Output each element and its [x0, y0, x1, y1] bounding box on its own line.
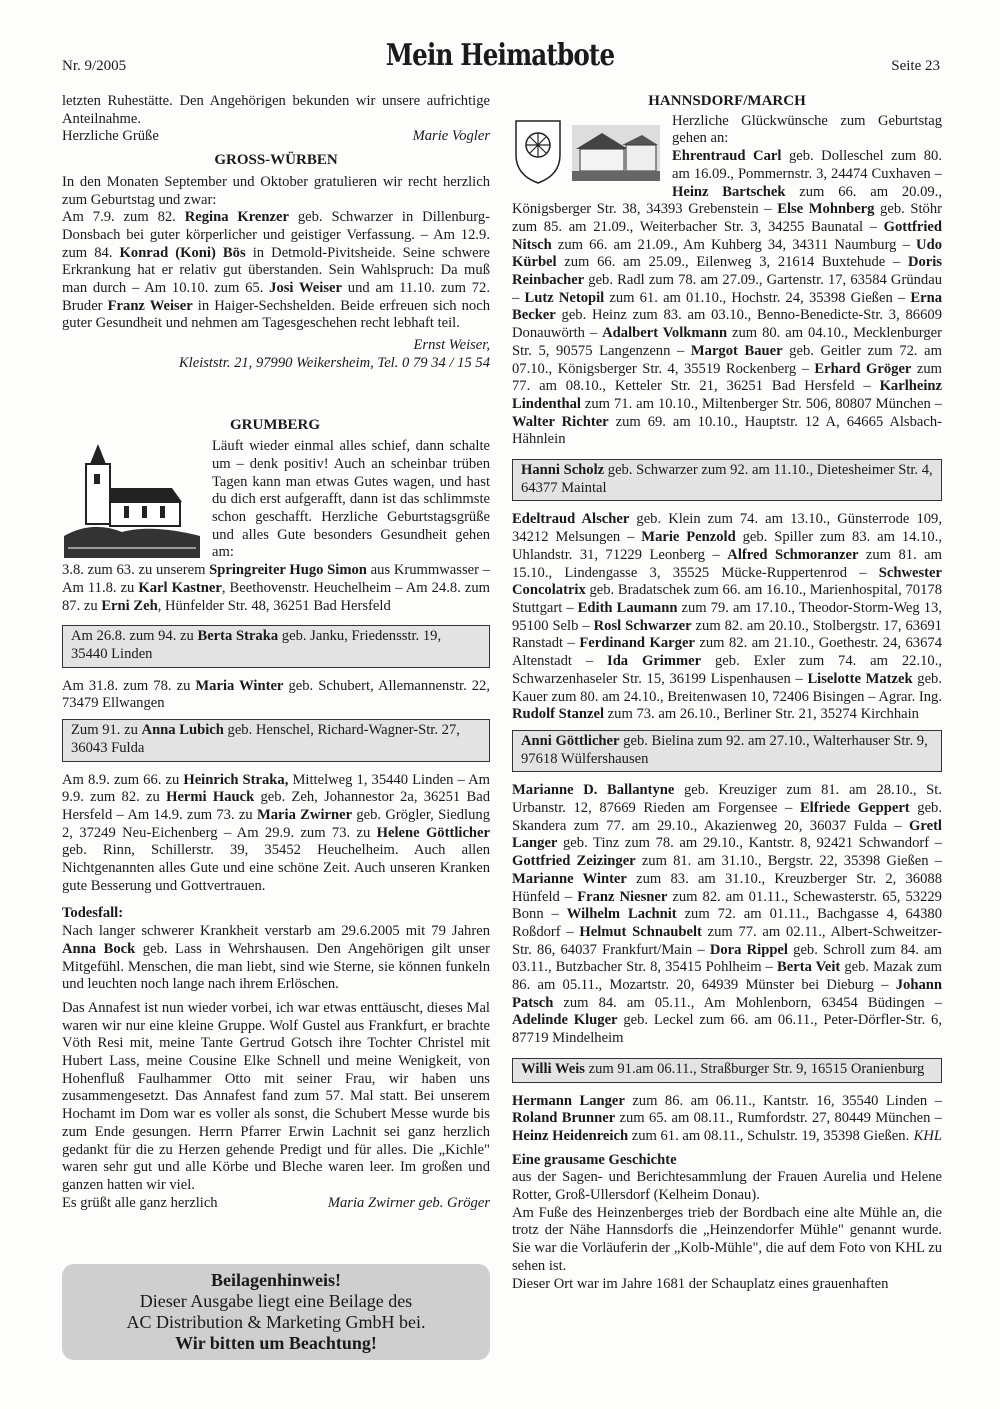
- intro-text: letzten Ruhestätte. Den Angehörigen bekunden wir unsere aufrichtige Anteilnahme.: [62, 93, 490, 127]
- story-title: Eine grausame Geschichte: [512, 1151, 677, 1168]
- hannsdorf-list-3: Marianne D. Ballantyne geb. Kreuziger zum 81. am 28.10., St. Urbanstr. 12, 87669 Rieden am Forgensee – Elfriede Geppert geb. Skandera zum 77. am 29.10., Akazienweg 20, 36037 Fulda – Gretl Langer geb. Tinz zum 78. am 29.10., Kantstr. 8, 92421 Schwandorf – Gottfried Zeizinger zum 81. am 31.10., Bergstr. 22, 35398 Gießen – Marianne Winter zum 83. am 31.10., Kreuzberger Str. 2, 36088 Hünfeld – Franz Niesner zum 82. am 01.11., Schewasterstr. 65, 53229 Bonn – Wilhelm Lachnit zum 72. am 01.11., Bachgasse 4, 64380 Roßdorf – Helmut Schnaubelt zum 77. am 02.11., Albert-Schweitzer-Str. 86, 64037 Frankfurt/Main – Dora Rippel geb. Schroll zum 84. am 03.11., Butzbacher Str. 8, 35415 Pohlheim – Berta Veit geb. Mazak zum 86. am 05.11., Mozartstr. 20, 64939 Münster bei Dieburg – Johann Patsch zum 84. am 05.11., Am Mohlenborn, 63454 Büdingen – Adelinde Kluger geb. Leckel zum 66. am 06.11., Peter-Dörfler-Str. 6, 87719 Mindelheim: [512, 782, 943, 1047]
- hannsdorf-list-2: Edeltraud Alscher geb. Klein zum 74. am 13.10., Günsterrode 109, 34212 Melsungen – Marie Penzold geb. Spiller zum 83. am 14.10., Uhlandstr. 31, 71229 Leonberg – Alfred Schmoranzer zum 81. am 15.10., Lindengasse 3, 35525 Mücke-Ruppertenrod – Schwester Concolatrix geb. Bradatschek zum 66. am 16.10., Marienhospital, 70178 Stuttgart – Edith Laumann zum 79. am 17.10., Theodor-Storm-Weg 13, 95100 Selb – Rosl Schwarzer zum 82. am 20.10., Stolbergstr. 17, 63691 Ranstadt – Ferdinand Karger zum 82. am 21.10., Goethestr. 24, 63674 Altenstadt – Ida Grimmer geb. Exler zum 74. am 22.10., Schwarzenhaseler Str. 15, 36199 Lispenhausen – Liselotte Matzek geb. Kauer zum 80. am 24.10., Breitenwasen 10, 72406 Bisingen – Agrar. Ing. Rudolf Stanzel zum 73. am 26.10., Berliner Str. 21, 35274 Kirchhain: [512, 511, 942, 723]
- highlight-box-anna-lubich: Zum 91. zu Anna Lubich geb. Henschel, Richard-Wagner-Str. 27, 36043 Fulda: [62, 719, 490, 761]
- hannsdorf-list-4: Hermann Langer zum 86. am 06.11., Kantstr. 16, 35540 Linden – Roland Brunner zum 65. am 08.11., Rumfordstr. 27, 80449 München – Heinz Heidenreich zum 61. am 08.11., Schulstr. 19, 35398 Gießen. KHL: [512, 1092, 942, 1144]
- story-continuation: Dieser Ort war im Jahre 1681 der Schauplatz eines grauenhaften: [512, 1275, 889, 1292]
- gw-birthdays: Am 7.9. zum 82. Regina Krenzer geb. Schwarzer in Dillenburg-Donsbach bei guter körperlicher und geistiger Verfassung. – Am 12.9. zum 84. Konrad (Koni) Bös in Detmold-Pivitsheide. Seine schwere Erkrankung hat er relativ gut überstanden. Sein Wahlspruch: Da muß man durch – Am 10.10. zum 65. Josi Weiser und am 11.10. zum 72. Bruder Franz Weiser in Haiger-Sechshelden. Beide erfreuen sich noch guter Gesundheit und nehmen am Tagesgeschehen recht lebhaft teil.: [62, 209, 490, 332]
- hannsdorf-intro: Herzliche Glückwünsche zum Geburtstag gehen an:: [672, 112, 942, 147]
- intro-sign-row: [62, 128, 490, 146]
- annafest-report: Das Annafest ist nun wieder vorbei, ich war etwas enttäuscht, dieses Mal waren wir nur eine kleine Gruppe. Wolf Gustel aus Frankfurt, er brachte Vöth Resi mit, meine Tante Gertrud Gotsch ihre Tochter Christel mit Hubert Lass, meine Cousine Elke Schnell und meine Wenigkeit, von Hohenfluß Faulhammer Otto mit seiner Frau, wir haben uns zusammengesetzt. Das Annafest fand zum 57. Mal statt. Bei unserem Hochamt im Dom war es voller als sonst, die Schubert Messe wurde bis zum Ende gesungen. Herrn Pfarrer Erwin Lachnit sei ganz herzlich gedankt für die zu Herzen gehende Predigt und für alles. Die „Kichle" waren sehr gut und alle Körbe und Bleche waren leer. Im großen und ganzen hatten wir viel.: [62, 999, 490, 1193]
- section-title-grumberg: GRUMBERG: [230, 416, 320, 433]
- left-column: [62, 93, 490, 1212]
- gw-signature: Ernst Weiser,: [413, 337, 490, 354]
- grumberg-p3: Am 8.9. zum 66. zu Heinrich Straka, Mittelweg 1, 35440 Linden – Am 9.9. zum 82. zu Hermi Hauck geb. Zeh, Johannestor 2a, 36251 Bad Hersfeld – Am 14.9. zum 73. zu Maria Zwirner geb. Grögler, Siedlung 2, 37249 Neu-Eichenberg – Am 29.9. zum 73. zu Helene Göttlicher geb. Rinn, Schillerstr. 39, 35452 Heuchelheim. Auch allen Nichtgenannten alles Gute und eine schöne Zeit. Auch unseren Kranken gute Besserung und Gottvertrauen.: [62, 771, 491, 894]
- issue-number: Nr. 9/2005: [62, 58, 127, 74]
- highlight-box-hanni-scholz: Hanni Scholz geb. Schwarzer zum 92. am 11.10., Dietesheimer Str. 4, 64377 Maintal: [512, 459, 942, 501]
- highlight-box-willi-weis: Willi Weis zum 91.am 06.11., Straßburger Str. 9, 16515 Oranienburg: [512, 1058, 942, 1083]
- masthead-logo: Mein Heimatbote: [385, 38, 615, 73]
- section-title-gross-wuerben: GROSS-WÜRBEN: [214, 152, 338, 169]
- page-number: Seite 23: [891, 58, 940, 74]
- grumberg-poem-block: [62, 438, 490, 562]
- right-column: [512, 93, 942, 1293]
- banner-line-4: Wir bitten um Beachtung!: [175, 1333, 377, 1353]
- intro-signature: Marie Vogler: [412, 128, 490, 145]
- church-illustration: [62, 440, 202, 558]
- death-notice-heading: Todesfall:: [62, 905, 124, 922]
- hannsdorf-signature: KHL: [913, 1127, 942, 1144]
- story-paragraph: Am Fuße des Heinzenberges trieb der Bordbach eine alte Mühle an, die trotz der Nähe Hannsdorfs die „Heinzendorfer Mühle" genannt wurde. Sie war die Vorläuferin der „Kolb-Mühle", die auf dem Foto von KHL zu sehen ist.: [512, 1204, 942, 1274]
- banner-line-2: Dieser Ausgabe liegt eine Beilage des: [139, 1291, 413, 1311]
- intro-greeting: Herzliche Grüße: [62, 128, 159, 145]
- story-source: aus der Sagen- und Berichtesammlung der Frauen Aurelia und Helene Rotter, Groß-Ullersdorf (Kelheim Donau).: [512, 1169, 942, 1204]
- highlight-box-berta-straka: Am 26.8. zum 94. zu Berta Straka geb. Janku, Friedensstr. 19, 35440 Linden: [62, 625, 490, 667]
- coat-of-arms-and-mill-illustration: [512, 115, 662, 185]
- banner-title: Beilagenhinweis!: [210, 1270, 341, 1290]
- supplement-notice-banner: [62, 1264, 490, 1360]
- gw-intro: In den Monaten September und Oktober gratulieren wir recht herzlich zum Geburtstag und zwar:: [62, 173, 490, 208]
- grumberg-p1: 3.8. zum 63. zu unserem Springreiter Hugo Simon aus Krummwasser – Am 11.8. zu Karl Kastner, Beethovenstr. Heuchelheim – Am 24.8. zum 87. zu Erni Zeh, Hünfelder Str. 48, 36251 Bad Hersfeld: [62, 562, 491, 614]
- banner-line-3: AC Distribution & Marketing GmbH bei.: [126, 1312, 426, 1332]
- hannsdorf-list-1: Ehrentraud Carl geb. Dolleschel zum 80. am 16.09., Pommernstr. 3, 24474 Cuxhaven – Heinz Bartschek zum 66. am 20.09., Königsberger Str. 38, 34393 Grebenstein – Else Mohnberg geb. Stöhr zum 85. am 21.09., Weiterbacher Str. 3, 34255 Baunatal – Gottfried Nitsch zum 66. am 21.09., Am Kuhberg 34, 34311 Naumburg – Udo Kürbel zum 66. am 25.09., Eilenweg 3, 21614 Buxtehude – Doris Reinbacher geb. Radl zum 78. am 27.09., Gartenstr. 17, 63584 Gründau – Lutz Netopil zum 61. am 01.10., Hochstr. 24, 35398 Gießen – Erna Becker geb. Heinz zum 83. am 03.10., Benno-Benedicte-Str. 3, 86609 Donauwörth – Adalbert Volkmann zum 80. am 04.10., Mecklenburger Str. 5, 90575 Langenzenn – Margot Bauer geb. Geitler zum 72. am 07.10., Königsberger Str. 4, 35519 Rockenberg – Erhard Gröger zum 77. am 08.10., Ketteler Str. 21, 36251 Bad Hersfeld – Karlheinz Lindenthal zum 71. am 10.10., Miltenberger Str. 506, 80807 München – Walter Richter zum 69. am 10.10., Hauptstr. 12 A, 64665 Alsbach-Hähnlein: [512, 148, 942, 448]
- grumberg-p2: Am 31.8. zum 78. zu Maria Winter geb. Schubert, Allemannenstr. 22, 73479 Ellwangen: [62, 677, 490, 712]
- annafest-greeting: Es grüßt alle ganz herzlich: [62, 1194, 218, 1211]
- gw-address: Kleiststr. 21, 97990 Weikersheim, Tel. 0 79 34 / 15 54: [178, 354, 490, 371]
- hannsdorf-block: [512, 113, 942, 449]
- annafest-sign-row: [62, 1195, 490, 1213]
- section-title-hannsdorf: HANNSDORF/MARCH: [648, 93, 806, 109]
- death-notice-text: Nach langer schwerer Krankheit verstarb am 29.6.2005 mit 79 Jahren Anna Bock geb. Lass in Wehrshausen. Den Angehörigen gilt unser Mitgefühl. Menschen, die man liebt, sind wie Sterne, sie können funkeln und leuchten noch lange nach ihrem Erlöschen.: [62, 923, 491, 993]
- highlight-box-anni-goettlicher: Anni Göttlicher geb. Bielina zum 92. am 27.10., Walterhauser Str. 9, 97618 Wülfershausen: [512, 730, 942, 772]
- grumberg-poem: Läuft wieder einmal alles schief, dann schalte um – denk positiv! Auch an scheinbar trüben Tagen kann man etwas Gutes wagen, und hast du dich erst aufgerafft, dann ist das schlimmste schon geschafft. Herzliche Geburtstagsgrüße und alles Gute besonders Gesundheit gehen am:: [212, 438, 490, 561]
- annafest-signature: Maria Zwirner geb. Gröger: [327, 1194, 490, 1211]
